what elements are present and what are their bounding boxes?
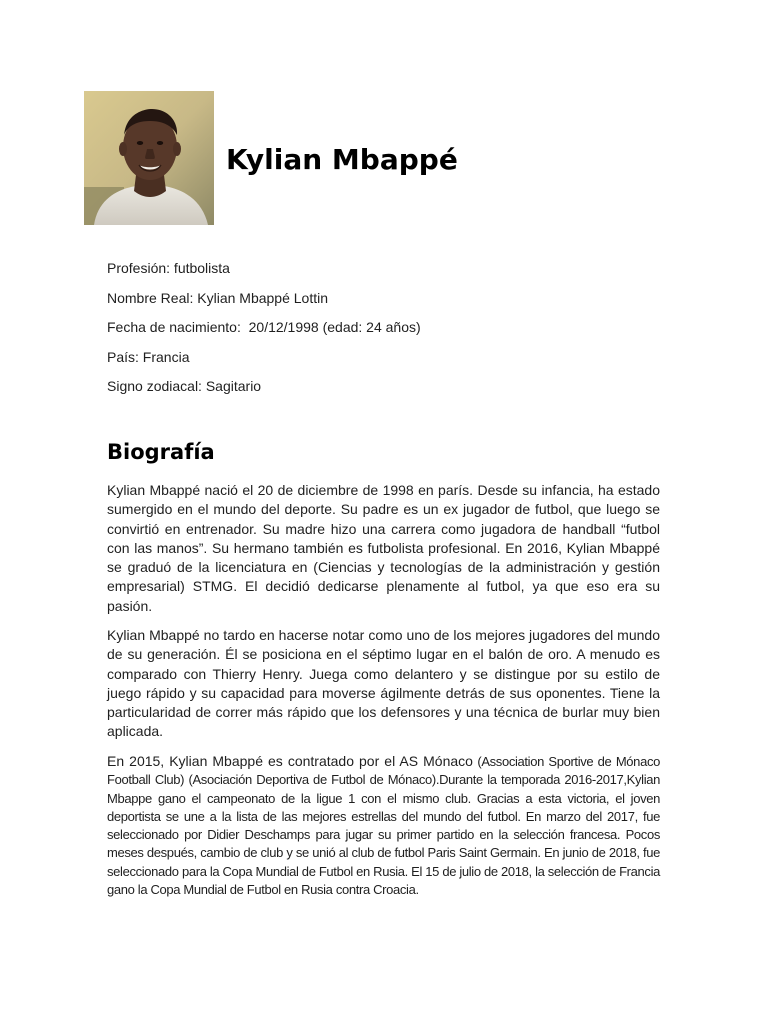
biography-heading: Biografía (107, 440, 215, 464)
fact-zodiac: Signo zodiacal: Sagitario (107, 378, 262, 394)
biography-paragraph-3 (107, 752, 660, 899)
fact-real-name: Nombre Real: Kylian Mbappé Lottin (107, 289, 329, 306)
biography-paragraph-1: Kylian Mbappé nació el 20 de diciembre de 1998 en parís. Desde su infancia, ha estado sumergido en el mundo del deporte. Su padre es un ex jugador de futbol, que luego se convirtió en entrenador. Su madre hizo una carrera como jugadora de handball “futbol con las manos”. Su hermano también es futbolista profesional. En 2016, Kylian Mbappé se graduó de la licenciatura en (Ciencias y tecnologías de la administración y gestión empresarial) STMG. El decidió dedicarse plenamente al futbol, ya que eso era su pasión. (107, 482, 660, 614)
biography-paragraph-3-lead: En 2015, Kylian Mbappé es contratado por el AS Mónaco (107, 753, 473, 769)
biography-paragraph-2: Kylian Mbappé no tardo en hacerse notar como uno de los mejores jugadores del mundo de su generación. Él se posiciona en el séptimo lugar en el balón de oro. A menudo es comparado con Thierry Henry. Juega como delantero y se distingue por su estilo de juego rápido y su capacidad para moverse ágilmente detrás de sus oponentes. Tiene la particularidad de correr más rápido que los defensores y una técnica de burlar muy bien aplicada. (107, 627, 660, 740)
fact-country: País: Francia (107, 348, 190, 365)
person-name-title: Kylian Mbappé (226, 143, 458, 176)
fact-birth-date: Fecha de nacimiento: 20/12/1998 (edad: 24 años) (107, 319, 421, 335)
fact-profession: Profesión: futbolista (107, 260, 230, 276)
portrait-photo-graphic (84, 91, 214, 225)
biography-paragraph-3-rest: (Association Sportive de Mónaco Football Club) (Asociación Deportiva de Futbol de Mónaco).Durante la temporada 2016-2017,Kylian Mbappe gano el campeonato de la ligue 1 con el mismo club. Gracias a esta victoria, el joven deportista se une a la lista de las mejores estrellas del mundo del futbol. En marzo del 2017, fue seleccionado por Didier Deschamps para jugar su primer partido en la selección francesa. Pocos meses después, cambio de club y se unió al club de futbol Paris Saint Germain. En junio de 2018, fue seleccionado para la Copa Mundial de Futbol en Rusia. El 15 de julio de 2018, la selección de Francia gano la Copa Mundial de Futbol en Rusia contra Croacia. (107, 754, 660, 898)
facts-list (107, 258, 421, 406)
portrait-photo (84, 91, 214, 225)
